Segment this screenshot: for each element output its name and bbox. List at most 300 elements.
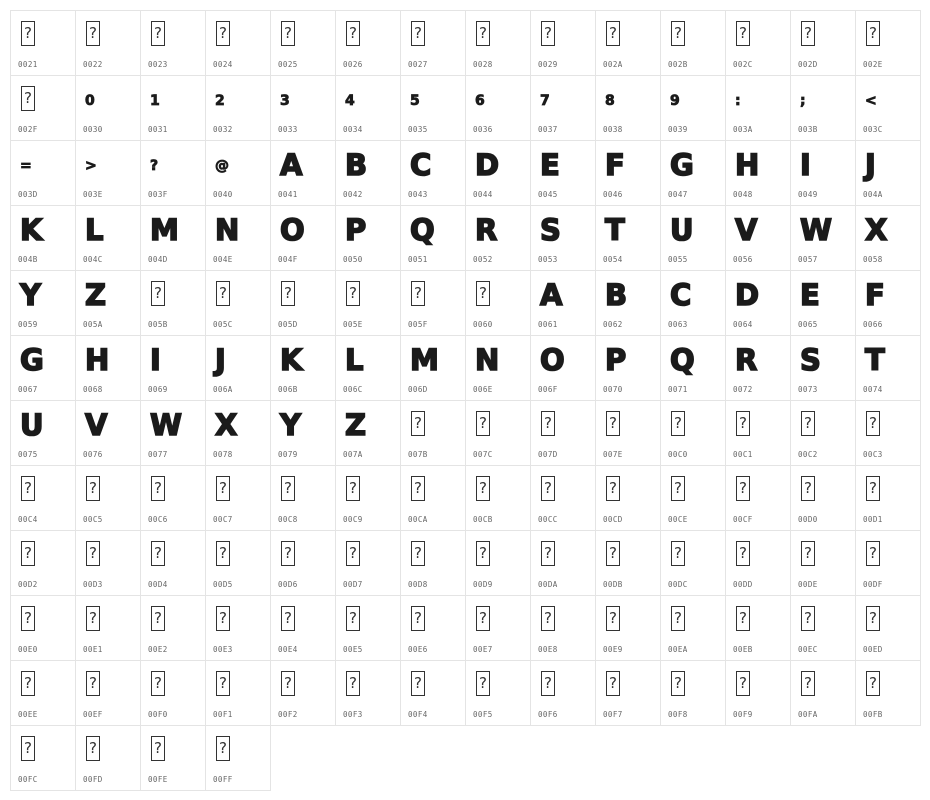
glyph-codepoint-label: 0044 [473, 190, 493, 199]
missing-glyph-icon: ? [216, 671, 230, 696]
glyph-codepoint-label: 00C8 [278, 515, 298, 524]
missing-glyph-icon: ? [411, 411, 425, 436]
glyph-codepoint-label: 00F4 [408, 710, 428, 719]
glyph-cell [400, 10, 466, 76]
glyph-preview: W [150, 408, 181, 442]
glyph-cell [75, 140, 141, 206]
glyph-codepoint-label: 00C6 [148, 515, 168, 524]
missing-glyph-icon: ? [541, 476, 555, 501]
glyph-codepoint-label: 00CB [473, 515, 493, 524]
glyph-preview: 7 [540, 93, 550, 109]
glyph-codepoint-label: 00D0 [798, 515, 818, 524]
missing-glyph-icon: ? [671, 541, 685, 566]
glyph-preview: P [345, 213, 366, 247]
glyph-cell [270, 205, 336, 271]
glyph-cell [10, 270, 76, 336]
glyph-cell [10, 400, 76, 466]
glyph-codepoint-label: 00FB [863, 710, 883, 719]
glyph-preview: X [865, 213, 887, 247]
glyph-cell [140, 530, 206, 596]
glyph-codepoint-label: 0073 [798, 385, 818, 394]
glyph-cell [270, 530, 336, 596]
missing-glyph-icon: ? [86, 541, 100, 566]
glyph-codepoint-label: 002E [863, 60, 883, 69]
glyph-cell [400, 270, 466, 336]
glyph-codepoint-label: 00EA [668, 645, 688, 654]
glyph-codepoint-label: 00D1 [863, 515, 883, 524]
glyph-cell [530, 205, 596, 271]
missing-glyph-icon: ? [346, 21, 360, 46]
glyph-codepoint-label: 0063 [668, 320, 688, 329]
glyph-codepoint-label: 0049 [798, 190, 818, 199]
glyph-codepoint-label: 00C1 [733, 450, 753, 459]
missing-glyph-icon: ? [606, 606, 620, 631]
glyph-cell [10, 660, 76, 726]
missing-glyph-icon: ? [736, 606, 750, 631]
glyph-cell [335, 205, 401, 271]
glyph-cell [660, 335, 726, 401]
missing-glyph-icon: ? [281, 21, 295, 46]
missing-glyph-icon: ? [476, 541, 490, 566]
glyph-preview: ; [800, 93, 806, 109]
glyph-preview: T [605, 213, 624, 247]
missing-glyph-icon: ? [866, 541, 880, 566]
glyph-codepoint-label: 0059 [18, 320, 38, 329]
glyph-cell [335, 335, 401, 401]
glyph-codepoint-label: 00E1 [83, 645, 103, 654]
glyph-preview: 9 [670, 93, 680, 109]
missing-glyph-icon: ? [671, 476, 685, 501]
glyph-preview: R [735, 343, 757, 377]
glyph-cell [790, 140, 856, 206]
glyph-preview: M [150, 213, 178, 247]
glyph-cell [790, 465, 856, 531]
glyph-codepoint-label: 0054 [603, 255, 623, 264]
glyph-codepoint-label: 00D2 [18, 580, 38, 589]
missing-glyph-icon: ? [151, 281, 165, 306]
missing-glyph-icon: ? [411, 606, 425, 631]
missing-glyph-icon: ? [866, 606, 880, 631]
glyph-cell [205, 465, 271, 531]
glyph-cell [205, 140, 271, 206]
glyph-cell [205, 10, 271, 76]
glyph-cell [140, 725, 206, 791]
missing-glyph-icon: ? [151, 606, 165, 631]
glyph-grid [10, 10, 920, 790]
glyph-codepoint-label: 003D [18, 190, 38, 199]
glyph-codepoint-label: 00FF [213, 775, 233, 784]
glyph-cell [10, 465, 76, 531]
missing-glyph-icon: ? [216, 736, 230, 761]
glyph-cell [75, 465, 141, 531]
glyph-cell [530, 140, 596, 206]
glyph-preview: U [670, 213, 693, 247]
glyph-cell [465, 465, 531, 531]
glyph-preview: Q [670, 343, 694, 377]
glyph-cell [790, 400, 856, 466]
glyph-codepoint-label: 00FC [18, 775, 38, 784]
glyph-cell [725, 75, 791, 141]
glyph-cell [205, 205, 271, 271]
glyph-preview: R [475, 213, 497, 247]
glyph-cell [400, 205, 466, 271]
glyph-codepoint-label: 00EB [733, 645, 753, 654]
glyph-cell [400, 660, 466, 726]
glyph-cell [10, 75, 76, 141]
glyph-cell [75, 595, 141, 661]
glyph-codepoint-label: 0050 [343, 255, 363, 264]
glyph-codepoint-label: 0047 [668, 190, 688, 199]
glyph-codepoint-label: 0048 [733, 190, 753, 199]
glyph-preview: V [735, 213, 757, 247]
glyph-cell [595, 205, 661, 271]
missing-glyph-icon: ? [346, 606, 360, 631]
glyph-cell [270, 400, 336, 466]
missing-glyph-icon: ? [801, 606, 815, 631]
missing-glyph-icon: ? [411, 476, 425, 501]
glyph-codepoint-label: 00DE [798, 580, 818, 589]
glyph-cell [855, 660, 921, 726]
missing-glyph-icon: ? [736, 411, 750, 436]
glyph-codepoint-label: 0079 [278, 450, 298, 459]
glyph-cell [10, 140, 76, 206]
glyph-codepoint-label: 004C [83, 255, 103, 264]
glyph-cell [595, 595, 661, 661]
glyph-codepoint-label: 00F3 [343, 710, 363, 719]
missing-glyph-icon: ? [216, 21, 230, 46]
glyph-cell [335, 595, 401, 661]
glyph-cell [530, 660, 596, 726]
glyph-preview: K [280, 343, 302, 377]
missing-glyph-icon: ? [411, 281, 425, 306]
glyph-cell [75, 725, 141, 791]
glyph-cell [465, 140, 531, 206]
missing-glyph-icon: ? [736, 541, 750, 566]
glyph-cell [75, 660, 141, 726]
glyph-codepoint-label: 00C5 [83, 515, 103, 524]
glyph-codepoint-label: 00E7 [473, 645, 493, 654]
glyph-cell [465, 595, 531, 661]
missing-glyph-icon: ? [736, 671, 750, 696]
glyph-codepoint-label: 004D [148, 255, 168, 264]
glyph-codepoint-label: 0022 [83, 60, 103, 69]
glyph-cell [270, 270, 336, 336]
glyph-cell [270, 465, 336, 531]
missing-glyph-icon: ? [801, 541, 815, 566]
glyph-preview: F [605, 148, 624, 182]
glyph-preview: 0 [85, 93, 95, 109]
glyph-preview: @ [215, 158, 229, 174]
glyph-cell [530, 10, 596, 76]
glyph-preview: 4 [345, 93, 355, 109]
glyph-codepoint-label: 00F0 [148, 710, 168, 719]
glyph-preview: X [215, 408, 237, 442]
glyph-preview: W [800, 213, 831, 247]
missing-glyph-icon: ? [21, 736, 35, 761]
glyph-preview: Y [20, 278, 40, 312]
missing-glyph-icon: ? [281, 671, 295, 696]
glyph-preview: : [735, 93, 741, 109]
glyph-preview: J [215, 343, 225, 377]
glyph-codepoint-label: 0066 [863, 320, 883, 329]
glyph-cell [10, 725, 76, 791]
glyph-cell [400, 140, 466, 206]
glyph-codepoint-label: 0043 [408, 190, 428, 199]
glyph-preview: 3 [280, 93, 290, 109]
glyph-cell [790, 335, 856, 401]
glyph-preview: 8 [605, 93, 615, 109]
glyph-codepoint-label: 006E [473, 385, 493, 394]
glyph-codepoint-label: 00E5 [343, 645, 363, 654]
glyph-cell [270, 75, 336, 141]
missing-glyph-icon: ? [476, 281, 490, 306]
glyph-codepoint-label: 003E [83, 190, 103, 199]
glyph-codepoint-label: 005E [343, 320, 363, 329]
glyph-preview: D [475, 148, 499, 182]
glyph-preview: E [540, 148, 559, 182]
missing-glyph-icon: ? [866, 671, 880, 696]
glyph-cell [595, 660, 661, 726]
glyph-codepoint-label: 00C9 [343, 515, 363, 524]
glyph-preview: B [605, 278, 627, 312]
missing-glyph-icon: ? [411, 671, 425, 696]
glyph-cell [140, 400, 206, 466]
missing-glyph-icon: ? [151, 736, 165, 761]
glyph-cell [725, 400, 791, 466]
glyph-cell [335, 140, 401, 206]
glyph-preview: E [800, 278, 819, 312]
glyph-codepoint-label: 00CA [408, 515, 428, 524]
glyph-cell [140, 660, 206, 726]
glyph-codepoint-label: 00C7 [213, 515, 233, 524]
glyph-codepoint-label: 00F2 [278, 710, 298, 719]
glyph-preview: N [215, 213, 239, 247]
missing-glyph-icon: ? [216, 281, 230, 306]
glyph-codepoint-label: 0058 [863, 255, 883, 264]
glyph-codepoint-label: 0074 [863, 385, 883, 394]
glyph-cell [855, 10, 921, 76]
glyph-cell [595, 270, 661, 336]
glyph-codepoint-label: 004E [213, 255, 233, 264]
missing-glyph-icon: ? [606, 671, 620, 696]
glyph-cell [725, 205, 791, 271]
glyph-codepoint-label: 0025 [278, 60, 298, 69]
missing-glyph-icon: ? [606, 21, 620, 46]
glyph-cell [465, 10, 531, 76]
missing-glyph-icon: ? [281, 281, 295, 306]
glyph-codepoint-label: 0029 [538, 60, 558, 69]
glyph-preview: > [85, 158, 97, 174]
glyph-codepoint-label: 006F [538, 385, 558, 394]
glyph-preview: F [865, 278, 884, 312]
glyph-codepoint-label: 00EE [18, 710, 38, 719]
glyph-preview: 6 [475, 93, 485, 109]
missing-glyph-icon: ? [151, 476, 165, 501]
glyph-cell [465, 660, 531, 726]
glyph-codepoint-label: 0032 [213, 125, 233, 134]
missing-glyph-icon: ? [86, 671, 100, 696]
missing-glyph-icon: ? [866, 21, 880, 46]
missing-glyph-icon: ? [281, 541, 295, 566]
glyph-cell [530, 75, 596, 141]
glyph-cell [400, 465, 466, 531]
missing-glyph-icon: ? [21, 541, 35, 566]
glyph-preview: Q [410, 213, 434, 247]
glyph-cell [335, 75, 401, 141]
glyph-codepoint-label: 0035 [408, 125, 428, 134]
glyph-cell [10, 335, 76, 401]
glyph-preview: G [670, 148, 693, 182]
glyph-cell [855, 530, 921, 596]
glyph-codepoint-label: 0031 [148, 125, 168, 134]
glyph-cell [140, 595, 206, 661]
glyph-cell [400, 530, 466, 596]
glyph-cell [530, 530, 596, 596]
glyph-codepoint-label: 0061 [538, 320, 558, 329]
missing-glyph-icon: ? [801, 476, 815, 501]
missing-glyph-icon: ? [671, 21, 685, 46]
glyph-cell [465, 270, 531, 336]
glyph-cell [335, 400, 401, 466]
missing-glyph-icon: ? [606, 476, 620, 501]
glyph-cell [660, 660, 726, 726]
glyph-cell [790, 660, 856, 726]
missing-glyph-icon: ? [281, 606, 295, 631]
missing-glyph-icon: ? [86, 21, 100, 46]
glyph-cell [465, 205, 531, 271]
glyph-codepoint-label: 0027 [408, 60, 428, 69]
glyph-preview: H [85, 343, 109, 377]
glyph-cell [335, 270, 401, 336]
glyph-preview: B [345, 148, 367, 182]
glyph-cell [465, 530, 531, 596]
glyph-cell [205, 335, 271, 401]
glyph-cell [855, 140, 921, 206]
glyph-cell [595, 140, 661, 206]
missing-glyph-icon: ? [216, 606, 230, 631]
missing-glyph-icon: ? [476, 21, 490, 46]
glyph-codepoint-label: 007A [343, 450, 363, 459]
glyph-cell [140, 10, 206, 76]
glyph-cell [660, 595, 726, 661]
glyph-codepoint-label: 0041 [278, 190, 298, 199]
glyph-codepoint-label: 00F5 [473, 710, 493, 719]
glyph-preview: A [280, 148, 302, 182]
glyph-codepoint-label: 005B [148, 320, 168, 329]
glyph-cell [790, 10, 856, 76]
glyph-codepoint-label: 0037 [538, 125, 558, 134]
glyph-codepoint-label: 0026 [343, 60, 363, 69]
glyph-codepoint-label: 005A [83, 320, 103, 329]
glyph-codepoint-label: 0036 [473, 125, 493, 134]
glyph-cell [855, 75, 921, 141]
glyph-codepoint-label: 00D5 [213, 580, 233, 589]
glyph-codepoint-label: 002D [798, 60, 818, 69]
missing-glyph-icon: ? [151, 671, 165, 696]
glyph-cell [140, 75, 206, 141]
glyph-cell [725, 270, 791, 336]
glyph-codepoint-label: 00CD [603, 515, 623, 524]
missing-glyph-icon: ? [541, 411, 555, 436]
glyph-cell [855, 465, 921, 531]
glyph-cell [75, 530, 141, 596]
glyph-cell [660, 205, 726, 271]
glyph-cell [400, 75, 466, 141]
glyph-codepoint-label: 00D7 [343, 580, 363, 589]
missing-glyph-icon: ? [736, 476, 750, 501]
glyph-cell [595, 400, 661, 466]
glyph-codepoint-label: 0069 [148, 385, 168, 394]
glyph-preview: ? [150, 158, 159, 174]
glyph-cell [270, 660, 336, 726]
glyph-codepoint-label: 00DD [733, 580, 753, 589]
missing-glyph-icon: ? [21, 476, 35, 501]
glyph-codepoint-label: 00F9 [733, 710, 753, 719]
glyph-cell [140, 270, 206, 336]
glyph-cell [660, 270, 726, 336]
glyph-codepoint-label: 006D [408, 385, 428, 394]
glyph-codepoint-label: 002C [733, 60, 753, 69]
glyph-codepoint-label: 0030 [83, 125, 103, 134]
missing-glyph-icon: ? [671, 606, 685, 631]
glyph-cell [205, 530, 271, 596]
glyph-cell [790, 595, 856, 661]
missing-glyph-icon: ? [21, 86, 35, 111]
glyph-cell [75, 10, 141, 76]
glyph-preview: C [670, 278, 691, 312]
glyph-cell [595, 10, 661, 76]
glyph-cell [75, 205, 141, 271]
glyph-cell [465, 335, 531, 401]
glyph-cell [335, 465, 401, 531]
glyph-preview: 2 [215, 93, 225, 109]
glyph-cell [660, 465, 726, 531]
glyph-codepoint-label: 007E [603, 450, 623, 459]
glyph-cell [725, 595, 791, 661]
glyph-codepoint-label: 00DC [668, 580, 688, 589]
glyph-codepoint-label: 00F1 [213, 710, 233, 719]
glyph-cell [75, 75, 141, 141]
glyph-preview: O [280, 213, 304, 247]
glyph-codepoint-label: 005C [213, 320, 233, 329]
glyph-codepoint-label: 00CC [538, 515, 558, 524]
glyph-codepoint-label: 007C [473, 450, 493, 459]
glyph-cell [10, 10, 76, 76]
glyph-preview: 1 [150, 93, 160, 109]
glyph-preview: L [345, 343, 363, 377]
glyph-cell [595, 335, 661, 401]
glyph-codepoint-label: 0042 [343, 190, 363, 199]
glyph-codepoint-label: 00C0 [668, 450, 688, 459]
glyph-codepoint-label: 0075 [18, 450, 38, 459]
glyph-codepoint-label: 0038 [603, 125, 623, 134]
missing-glyph-icon: ? [671, 411, 685, 436]
glyph-cell [660, 400, 726, 466]
glyph-codepoint-label: 003C [863, 125, 883, 134]
glyph-cell [205, 75, 271, 141]
glyph-preview: U [20, 408, 43, 442]
glyph-cell [855, 595, 921, 661]
glyph-preview: Z [85, 278, 106, 312]
glyph-codepoint-label: 0051 [408, 255, 428, 264]
glyph-preview: 5 [410, 93, 420, 109]
glyph-cell [75, 335, 141, 401]
glyph-cell [855, 400, 921, 466]
glyph-cell [270, 140, 336, 206]
glyph-codepoint-label: 006A [213, 385, 233, 394]
missing-glyph-icon: ? [671, 671, 685, 696]
glyph-codepoint-label: 0078 [213, 450, 233, 459]
